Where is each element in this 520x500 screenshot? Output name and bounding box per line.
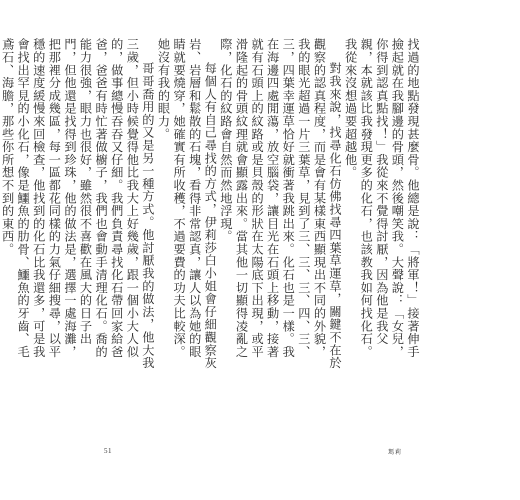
page-number: 51 xyxy=(104,447,112,455)
vertical-text-block xyxy=(0,38,420,370)
body-paragraph: 對我來說，找尋化石仿佛找尋四葉草運草，關鍵不在於觀察的認真程度，而是會有某樣東西顯現出不同的外貌，我的眼光超過一片三葉草，見到了三、三、三、四、三、三，四葉幸運草恰好就衝著我跳出來。化石也是一樣。我在海邊四處閒蕩，放空腦袋，讓目光在石頭上移動，接著就有石頭上的紋路或是貝殼的形狀在太陽底下出現，或平滑隆起的骨頭紋理就會顯露出來。當其他一切顯得凌亂之際，化石的紋路會自然而然地浮現。 xyxy=(218,38,343,370)
body-paragraph: 找過的地點發現甚麼骨。他總是說：「將軍！」接著伸手撿起就在我腳邊的骨頭，然後嘲笑我。大聲說：「女兒，你得到認真點找！」我從來不覺得討厭，因為他是我父親，本就該比我發現更多的化石，也該教我如何找化石。我從來沒想過要超越他。 xyxy=(343,38,420,358)
body-paragraph: 哥哥喬用的又是另一種方式。他討厭我的做法，他大我三歲，但小時候覺得他比我大上好幾歲，跟一個小大人似的，做事總慢吞吞又仔細。我們負責尋找化石帶回家給爸爸，爸爸有時忙著做櫥子，我們也會動手清理化石。喬的能力很強，眼力也很好，雖然很不喜歡在風大的日子出門，但他還是找得到珍珠，他的做法是，選擇一處海灘，把那裡分成幾區，每一區都花同樣的力氣仔細搜尋，以平穩的速度緩慢來回檢查，他找到的化石比我還多，可是我會找出罕見的小化石，像是鱷魚的肋骨、鱷魚的牙齒、毛鳶石、海膽，那些你所想不到的東西。 xyxy=(0,38,155,370)
body-paragraph: 每個人有自己尋找的方式，伊莉莎白小姐會仔細觀察灰岩、岩層和鬆散的石塊，看得非常認真，讓人以為她的眼睛就要燒穿，她確實有所收穫，不過要費的功夫比較深。她沒有我的眼力。 xyxy=(156,38,218,370)
running-header: 瑪莉 xyxy=(388,449,403,456)
